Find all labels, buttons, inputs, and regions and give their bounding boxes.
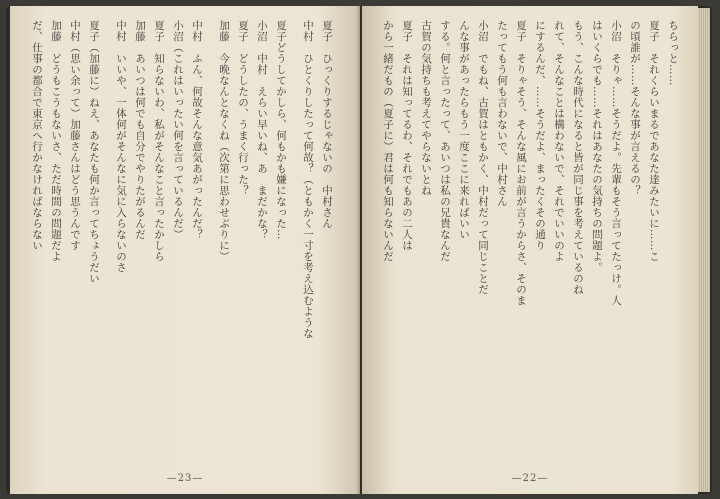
- text-line: 夏子どうしてかしら、何もかも嫌になった…: [275, 20, 287, 240]
- text-line: 加藤 今晩なんとなくね（次第に思わせぶりに）: [218, 20, 230, 262]
- text-line: にするんだ、……そうだよ、まったくその通り: [534, 20, 546, 251]
- text-line: から一緒だもの（夏子に）君は何も知らないんだ: [382, 20, 394, 262]
- left-page: [10, 6, 360, 494]
- text-line: 小沼 でもね、古賀はともかく、中村だって同じことだ: [477, 20, 489, 295]
- right-page-text: [380, 20, 682, 454]
- text-line: [26, 20, 27, 454]
- text-line: [206, 20, 214, 454]
- text-line: 小沼 中村 えらい早いね、あ まだかな？: [256, 20, 268, 240]
- text-line: 中村 ふん、何故そんな意気あがったんだ？: [191, 20, 203, 240]
- text-line: 小沼（これはいったい何を言っているんだ）: [172, 20, 184, 240]
- text-line: 中村 ひとくりしたって何故？（ともかく一寸を考え込むような: [302, 20, 314, 339]
- page-edges: [698, 8, 710, 492]
- text-line: 加藤 あいつは何でも自分でやりたがるんだ: [134, 20, 146, 240]
- right-page-number: —22—: [511, 473, 549, 484]
- text-line: 夏子（加藤に）ねえ、あなたも何か言ってちょうだい: [88, 20, 100, 284]
- text-line: 夏子 それくらいまるであなた達みたいに……こ: [648, 20, 660, 262]
- text-line: [290, 20, 298, 454]
- text-line: れて、そんなことは構わないで、それでいいのよ: [553, 20, 565, 262]
- text-line: 夏子 ひっくりするじゃないの 中村さん: [321, 20, 333, 229]
- left-page-text: [26, 20, 344, 454]
- text-line: [336, 20, 344, 454]
- text-line: もう、こんな時代になると皆が同じ事を考えているのね: [572, 20, 584, 295]
- text-line: 中村（思い余って）加藤さんはどう思うんです: [69, 20, 81, 251]
- text-line: 加藤 どうもこうもないさ、ただ時間の問題だよ: [50, 20, 62, 262]
- text-line: だ、仕事の都合で東京へ行かなければならない: [31, 20, 43, 251]
- text-line: 小沼 そりゃ……そうだよ。先輩もそう言ってたっけ。人: [610, 20, 622, 306]
- open-book: [6, 6, 712, 494]
- text-line: 夏子 どうしたの、うまく行った？: [237, 20, 249, 196]
- text-line: の頃誰が……そんな事が言えるの？: [629, 20, 641, 196]
- text-line: する。何と言ったって、あいつは私の兄貴なんだ: [439, 20, 451, 262]
- text-line: [103, 20, 111, 454]
- text-line: たってもう何も言わないで、中村さん: [496, 20, 508, 207]
- text-line: 夏子 それは知ってるわ、それでもあの二人は: [401, 20, 413, 251]
- text-line: ちらっと……: [667, 20, 679, 86]
- text-line: はいくらでも……それはあなたの気持ちの問題よ。: [591, 20, 603, 273]
- text-line: 古賀の気持ちも考えてやらないとね: [420, 20, 432, 196]
- left-page-number: —23—: [166, 473, 204, 484]
- text-line: 夏子 知らないわ、私がそんなこと言ったかしら: [153, 20, 165, 262]
- text-line: んな事があったらもう一度ここに来ればいい: [458, 20, 470, 240]
- text-line: 中村 いいや、一体何がそんなに気に入らないのさ: [115, 20, 127, 273]
- right-page: [362, 6, 698, 494]
- text-line: 夏子 そりゃそう、そんな風にお前が言うからさ、そのま: [515, 20, 527, 306]
